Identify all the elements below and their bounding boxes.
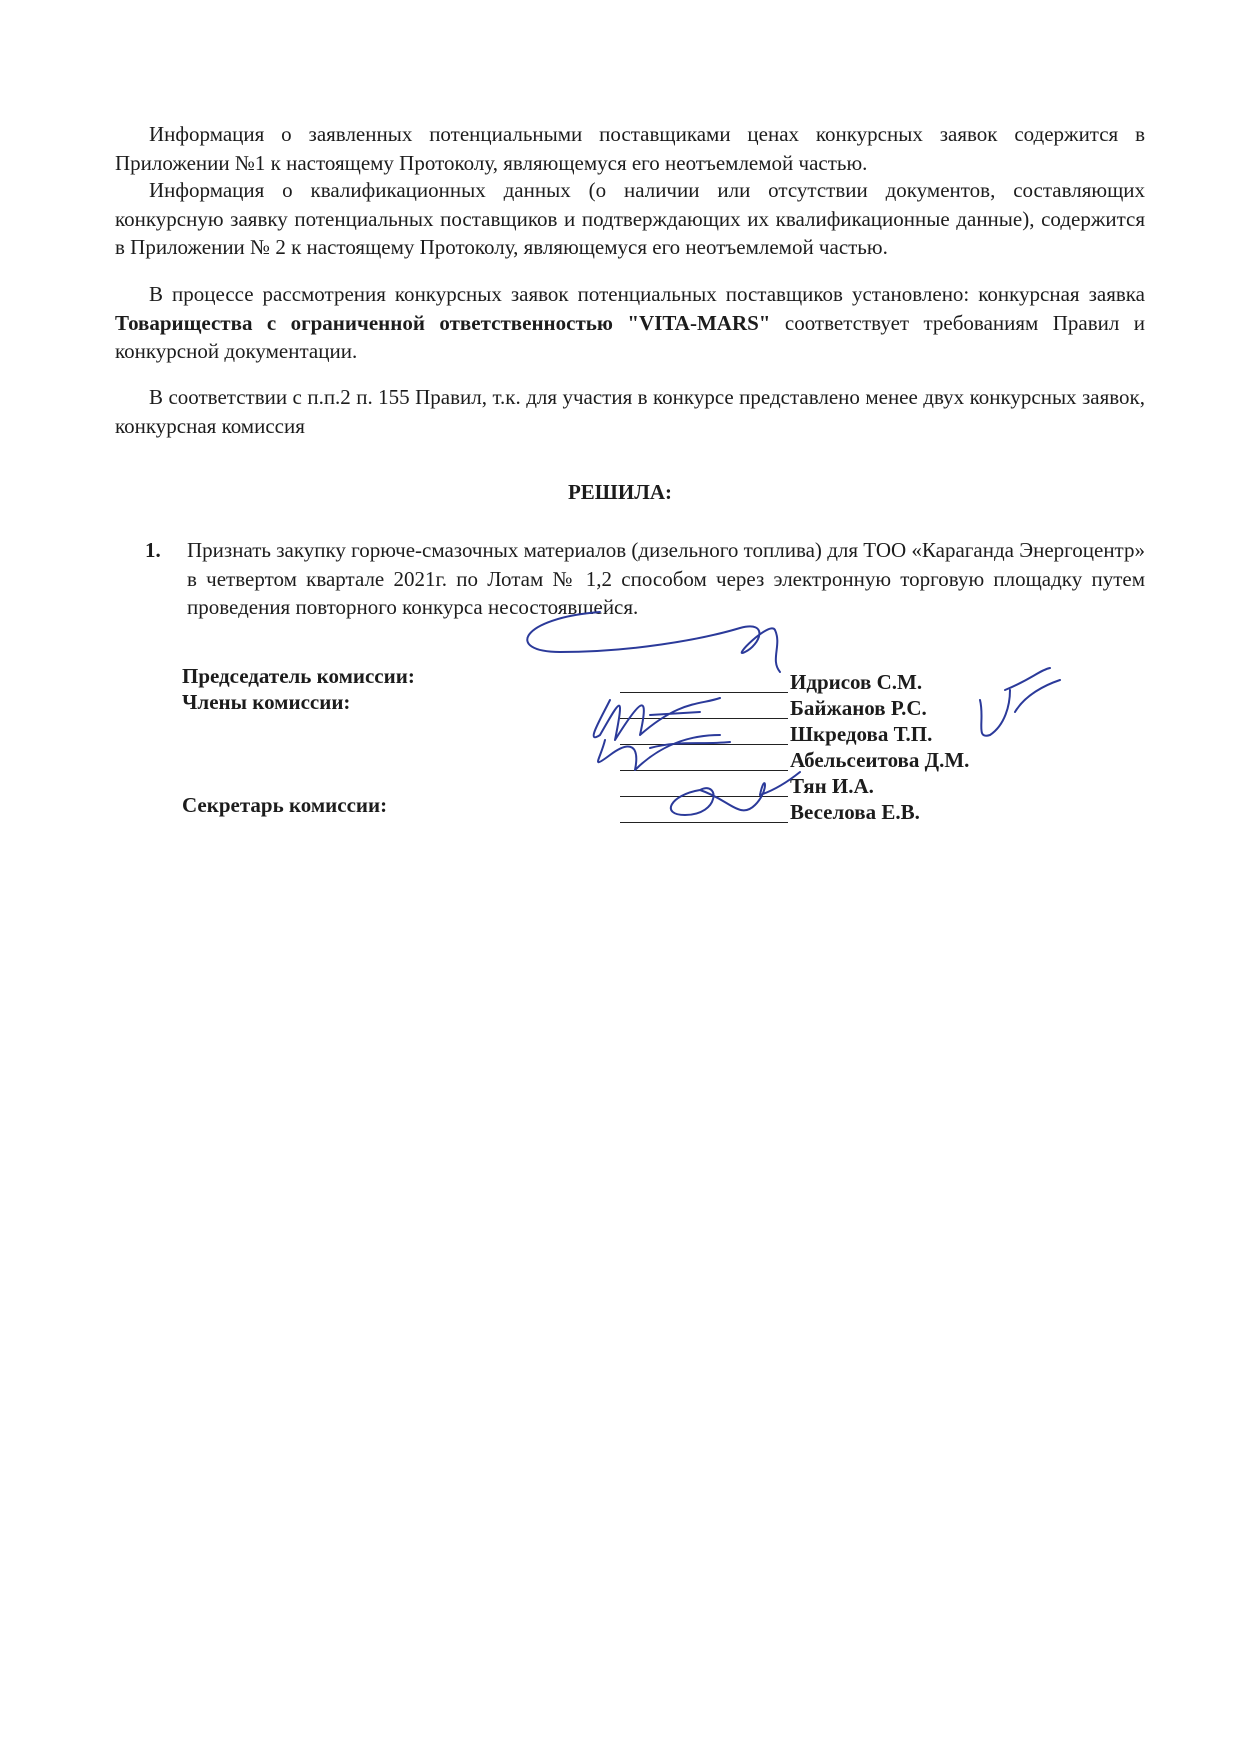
decision-number: 1. bbox=[145, 538, 161, 562]
signature-row-member-3 bbox=[620, 746, 969, 772]
decision-item bbox=[145, 536, 1145, 622]
signature-line bbox=[620, 724, 788, 745]
paragraph-rule-reference: В соответствии с п.п.2 п. 155 Правил, т.к. для участия в конкурсе представлено менее двух конкурсных заявок, конкурсная комиссия bbox=[115, 385, 1145, 438]
signatory-name: Идрисов С.М. bbox=[790, 670, 923, 694]
signatory-name: Байжанов Р.С. bbox=[790, 696, 927, 720]
member-signature-scribble-3 bbox=[980, 668, 1060, 736]
decision-text: Признать закупку горюче-смазочных материалов (дизельного топлива) для ТОО «Караганда Энергоцентр» в четвертом квартале 2021г. по Лотам № 1,2 способом через электронную торговую площадку путем проведения повторного конкурса несостоявшейся. bbox=[187, 538, 1145, 619]
signature-row-secretary bbox=[620, 798, 920, 824]
signature-row-member-4 bbox=[620, 772, 874, 798]
signature-line bbox=[620, 802, 788, 823]
signature-line bbox=[620, 750, 788, 771]
paragraph-price-info: Информация о заявленных потенциальными поставщиками ценах конкурсных заявок содержится в Приложении №1 к настоящему Протоколу, являющемуся его неотъемлемой частью. bbox=[115, 122, 1145, 175]
paragraph-review-result bbox=[115, 280, 1145, 366]
signature-row-member-2 bbox=[620, 720, 932, 746]
signatory-name: Абельсеитова Д.М. bbox=[790, 748, 970, 772]
signature-line bbox=[620, 776, 788, 797]
paragraph-qualification-info: Информация о квалификационных данных (о наличии или отсутствии документов, составляющих конкурсную заявку потенциальных поставщиков и подтверждающих их квалификационные данные), содержится в Приложении № 2 к настоящему Протоколу, являющемуся его неотъемлемой частью. bbox=[115, 178, 1145, 259]
signature-row-chairman bbox=[620, 668, 922, 694]
signatory-name: Веселова Е.В. bbox=[790, 800, 920, 824]
role-secretary: Секретарь комиссии: bbox=[182, 793, 388, 817]
signature-row-member-1 bbox=[620, 694, 927, 720]
signatory-name: Тян И.А. bbox=[790, 774, 874, 798]
supplier-name: Товарищества с ограниченной ответственностью "VITA-MARS" bbox=[115, 310, 771, 335]
signature-line bbox=[620, 672, 788, 693]
role-members: Члены комиссии: bbox=[182, 690, 351, 714]
review-text-start: В процессе рассмотрения конкурсных заявок потенциальных поставщиков установлено: конкурсная заявка bbox=[149, 282, 1145, 306]
signature-line bbox=[620, 698, 788, 719]
signatory-name: Шкредова Т.П. bbox=[790, 722, 933, 746]
role-chairman: Председатель комиссии: bbox=[182, 664, 415, 688]
review-text-end: соответствует требованиям Правил и конкурсной документации. bbox=[115, 310, 1145, 363]
decision-heading: РЕШИЛА: bbox=[567, 480, 673, 504]
